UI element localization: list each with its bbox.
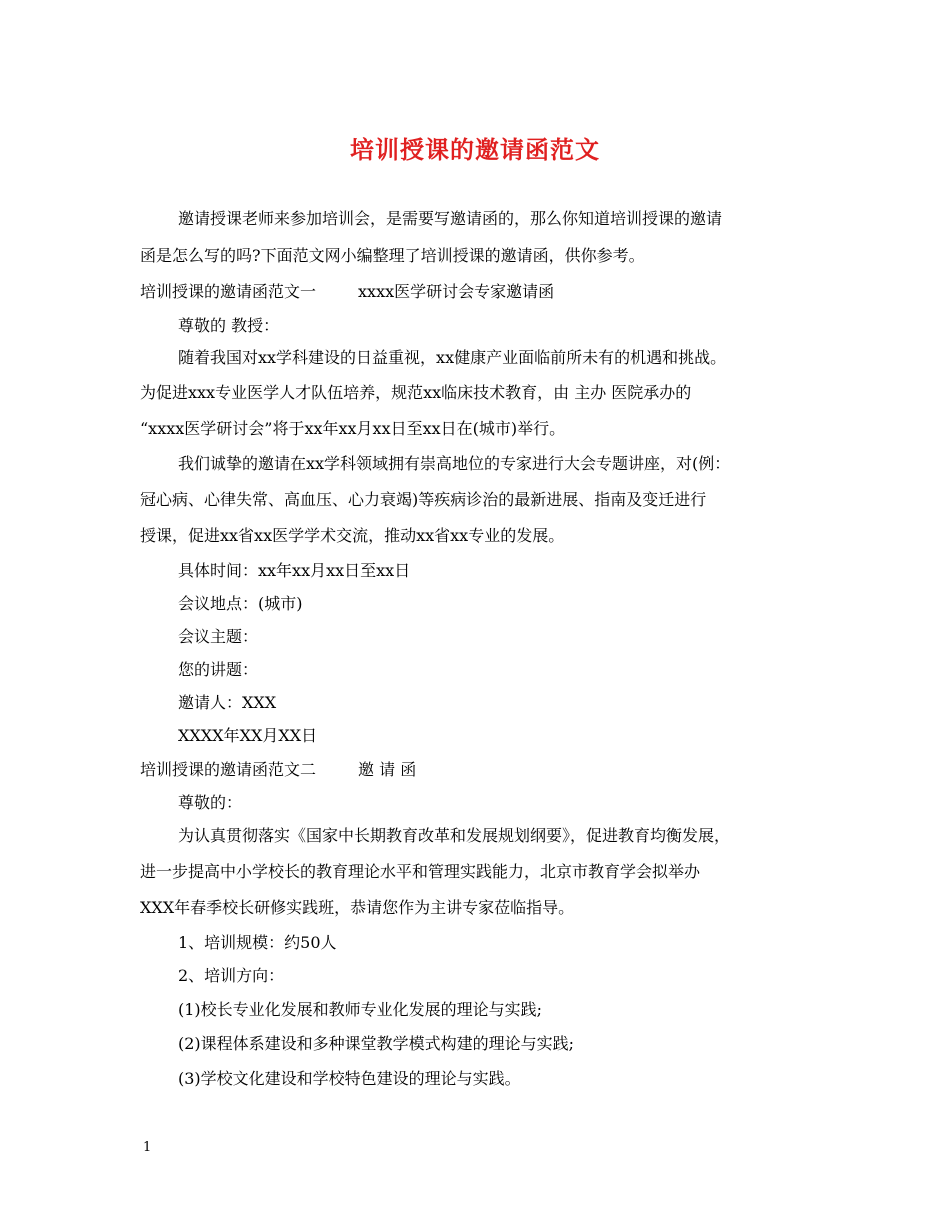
section-subtitle: 邀 请 函 — [358, 760, 417, 779]
document-title: 培训授课的邀请函范文 — [350, 135, 600, 164]
paragraph-line: 进一步提高中小学校长的教育理论水平和管理实践能力，北京市教育学会拟举办 — [140, 862, 701, 881]
list-item: 1、培训规模：约50人 — [178, 933, 337, 952]
salutation: 尊敬的 教授： — [178, 316, 280, 335]
page-number: 1 — [143, 1140, 152, 1155]
detail-line: 会议地点：(城市) — [178, 594, 303, 613]
paragraph-line: 函是怎么写的吗?下面范文网小编整理了培训授课的邀请函，供你参考。 — [140, 246, 645, 265]
section-heading-2 — [140, 759, 416, 781]
section-heading-label: 培训授课的邀请函范文一 — [140, 282, 317, 301]
section-subtitle: xxxx医学研讨会专家邀请函 — [358, 282, 555, 301]
salutation: 尊敬的： — [178, 793, 243, 812]
detail-line: 您的讲题： — [178, 660, 259, 679]
section-heading-label: 培训授课的邀请函范文二 — [140, 760, 317, 779]
paragraph-line: XXX年春季校长研修实践班，恭请您作为主讲专家莅临指导。 — [140, 898, 575, 917]
paragraph-line: 随着我国对xx学科建设的日益重视，xx健康产业面临前所未有的机遇和挑战。 — [178, 348, 727, 367]
list-item: (2)课程体系建设和多种课堂教学模式构建的理论与实践; — [178, 1034, 575, 1053]
paragraph-line: 邀请授课老师来参加培训会，是需要写邀请函的，那么你知道培训授课的邀请 — [178, 209, 723, 228]
paragraph-line: 为认真贯彻落实《国家中长期教育改革和发展规划纲要》，促进教育均衡发展， — [178, 826, 731, 845]
detail-line: 会议主题： — [178, 627, 259, 646]
list-item: (3)学校文化建设和学校特色建设的理论与实践。 — [178, 1069, 521, 1088]
list-item: (1)校长专业化发展和教师专业化发展的理论与实践; — [178, 1000, 543, 1019]
section-heading-1 — [140, 281, 554, 303]
date-line: XXXX年XX月XX日 — [178, 726, 318, 745]
paragraph-line: 授课，促进xx省xx医学学术交流，推动xx省xx专业的发展。 — [140, 526, 565, 545]
paragraph-line: 为促进xxx专业医学人才队伍培养，规范xx临床技术教育，由 主办 医院承办的 — [140, 383, 692, 402]
paragraph-line: “xxxx医学研讨会”将于xx年xx月xx日至xx日在(城市)举行。 — [140, 419, 566, 438]
list-item: 2、培训方向： — [178, 966, 285, 985]
detail-line: 具体时间：xx年xx月xx日至xx日 — [178, 561, 411, 580]
detail-line: 邀请人：XXX — [178, 693, 277, 712]
paragraph-line: 冠心病、心律失常、高血压、心力衰竭)等疾病诊治的最新进展、指南及变迁进行 — [140, 490, 707, 509]
paragraph-line: 我们诚挚的邀请在xx学科领域拥有崇高地位的专家进行大会专题讲座，对(例： — [178, 454, 731, 473]
